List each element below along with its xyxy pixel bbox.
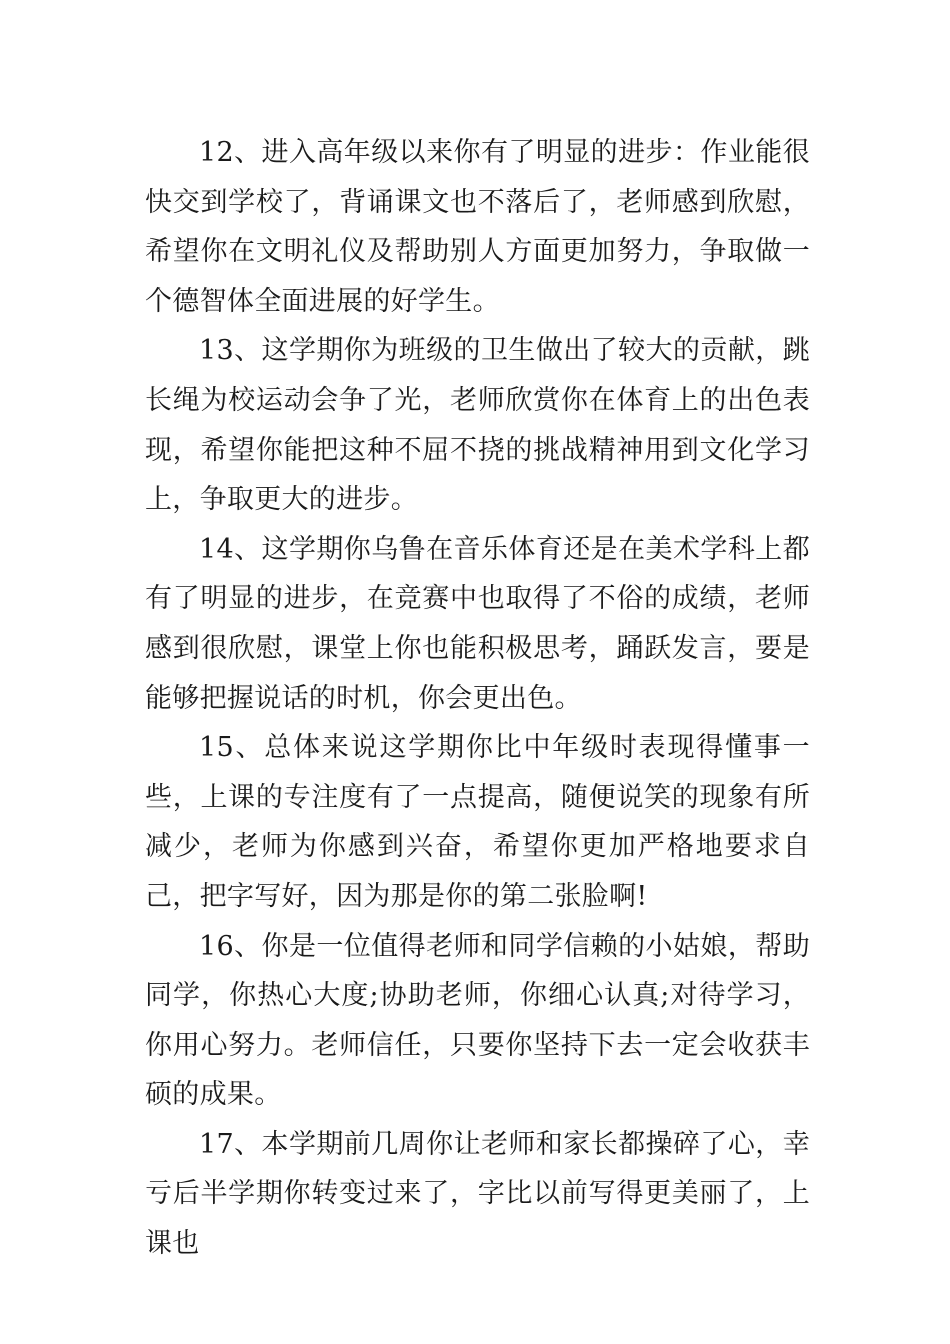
paragraph-15: 15、总体来说这学期你比中年级时表现得懂事一些，上课的专注度有了一点提高，随便说笑的现象有所减少，老师为你感到兴奋，希望你更加严格地要求自己，把字写好，因为那是你的第二张脸啊!: [145, 732, 810, 912]
paragraph-17: 17、本学期前几周你让老师和家长都操碎了心，幸亏后半学期你转变过来了，字比以前写得更美丽了，上课也: [145, 1128, 810, 1260]
document-body: [145, 128, 810, 1269]
paragraph-14: 14、这学期你乌鲁在音乐体育还是在美术学科上都有了明显的进步，在竞赛中也取得了不俗的成绩，老师感到很欣慰，课堂上你也能积极思考，踊跃发言，要是能够把握说话的时机，你会更出色。: [145, 533, 810, 714]
paragraph-16: 16、你是一位值得老师和同学信赖的小姑娘，帮助同学，你热心大度;协助老师，你细心认真;对待学习，你用心努力。老师信任，只要你坚持下去一定会收获丰硕的成果。: [145, 930, 810, 1111]
paragraph-13: 13、这学期你为班级的卫生做出了较大的贡献，跳长绳为校运动会争了光，老师欣赏你在体育上的出色表现，希望你能把这种不屈不挠的挑战精神用到文化学习上，争取更大的进步。: [145, 335, 810, 516]
paragraph-12: 12、进入高年级以来你有了明显的进步：作业能很快交到学校了，背诵课文也不落后了，老师感到欣慰，希望你在文明礼仪及帮助别人方面更加努力，争取做一个德智体全面进展的好学生。: [145, 137, 810, 317]
